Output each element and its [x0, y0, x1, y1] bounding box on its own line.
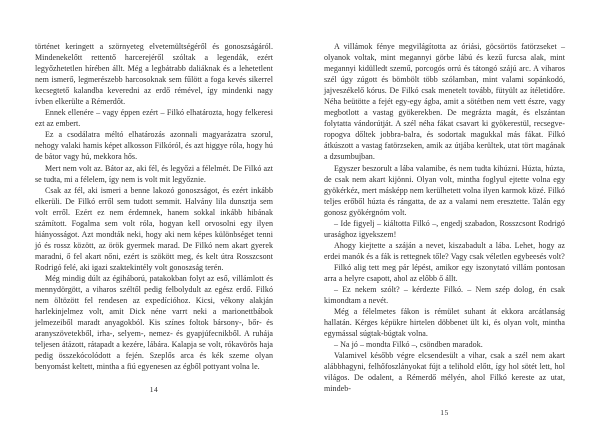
- paragraph: Filkó alig tett meg pár lépést, amikor egy iszonytató villám pontosan arra a helyre csapott, ahol az előbb ő állt.: [324, 262, 565, 283]
- paragraph: – Ide figyelj – kiáltotta Filkó –, engedj szabadon, Rosszcsont Rodrigó urasághoz igyekszem!: [324, 218, 565, 239]
- paragraph: Valamivel később végre elcsendesült a vihar, csak a szél nem akart alábbhagyni, felhőfoszlányokat fújt a telihold előtt, így hol sötét lett, hol világos. De odalent, a Rémerdő mélyén, ahol Filkó kereste az utat, mindeb-: [324, 351, 565, 394]
- page-number-right: 15: [440, 407, 449, 417]
- page-left-text: [35, 41, 273, 372]
- paragraph: történet keringett a szörnyeteg elvetemültségéről és gonoszságáról. Mindenekelőtt rettentő harcerejéről szóltak a legendák, ezért legyőzhetetlen hírében állt. Még a legbátrabb daliáknak és a lehetetlent nem ismerő, legmerészebb harcosoknak sem fűlött a foga kevés sikerrel kecsegtető kalandba keveredni az erdő rémével, így mindenki nagy ívben elkerülte a Rémerdőt.: [35, 42, 273, 107]
- paragraph: Egyszer beszorult a lába valamibe, és nem tudta kihúzni. Húzta, húzta, de csak nem akart kijönni. Olyan volt, mintha foglyul ejtette volna egy gyökérkéz, mert másképp nem kerülhetett volna ilyen karmok közé. Filkó teljes erőből húzta és rángatta, de az a valami nem eresztette. Talán egy gonosz gyökérgnóm volt.: [324, 163, 565, 217]
- paragraph: – Na jó – mondta Filkó –, csöndben maradok.: [334, 340, 483, 350]
- paragraph: Még a félelmetes fákon is rémület suhant át ekkora arcátlanság hallatán. Kérges képükre hirtelen döbbenet ült ki, és olyan volt, mintha egymással súgtak-búgtak volna.: [324, 307, 565, 339]
- paragraph: Mert nem volt az. Bátor az, aki fél, és legyőzi a félelmét. De Filkó azt se tudta, mi a félelem, így nem is volt mit legyőznie.: [35, 163, 273, 184]
- paragraph: Ez a csodálatra méltó elhatározás azonnali magyarázatra szorul, nehogy valaki hamis képet alkosson Filkóról, és azt higgye róla, hogy hú de bátor vagy hú, mekkora hős.: [35, 130, 273, 162]
- paragraph: – Ez nekem szólt? – kérdezte Filkó. – Nem szép dolog, én csak kimondtam a nevét.: [324, 285, 565, 306]
- paragraph: Még mindig dúlt az égiháború, patakokban folyt az eső, villámlott és mennydörgött, a viharos széltől pedig felbolydult az egész erdő. Filkó nem öltözött fel rendesen az expedícióhoz. Kicsi, vékony alakján harlekinjelmez volt, amit Dick néne varrt neki a marionettbábok jelmezeiből maradt anyagokból. Kis színes foltok bársony-, bőr- és aranyszövetekből, irha-, selyem-, nemez- és gyapjúfecnikből. A ruhája teljesen átázott, rátapadt a kezére, lábára. Kalapja se volt, rókavörös haja pedig összekócolódott a fején. Szeplős arca és kék szeme olyan benyomást keltett, mintha a fiú egyenesen az égből pottyant volna le.: [35, 273, 273, 372]
- paragraph: A villámok fénye megvilágította az óriási, göcsörtös fatörzseket – olyanok voltak, mint megannyi görbe lábú és kezű furcsa alak, mint megannyi kidülledt szemű, porcogós orrú és tátongó szájú arc. A viharos szél úgy zúgott és bömbölt több szólamban, mint valami sopánkodó, jajveszékelő kórus. De Filkó csak menetelt tovább, fütyült az ítéletidőre. Néha beütötte a fejét egy-egy ágba, amit a sötétben nem vett észre, vagy megbotlott a vastag gyökerekben. De megrázta magát, és elszántan folytatta vándorútját. A szél néha fákat csavart ki gyökerestül, recsegve-ropogva dőltek jobbra-balra, és sodortak magukkal más fákat. Filkó átkúszott a vastag fatörzseken, amik az útjába kerültek, utat tört magának a dzsumbujban.: [324, 42, 565, 162]
- page-number-left: 14: [149, 385, 159, 395]
- paragraph: Ennek ellenére – vagy éppen ezért – Filkó elhatározta, hogy felkeresi ezt az embert.: [35, 108, 273, 129]
- paragraph: Ahogy kiejtette a száján a nevet, kiszabadult a lába. Lehet, hogy az erdei manók és a fák is rettegnek tőle? Vagy csak véletlen egybeesés volt?: [324, 240, 565, 261]
- page-right-text: [324, 41, 565, 395]
- paragraph: Csak az fél, aki ismeri a benne lakozó gonoszságot, és ezért inkább elkerüli. De Filkó erről sem tudott semmit. Halvány lila dunsztja sem volt erről. Ezért ez nem érdemnek, hanem sokkal inkább hibának számított. Fogalma sem volt róla, hogyan kell orvosolni egy ilyen hiányosságot. Azt mondták neki, hogy aki nem képes különbséget tenni jó és rossz között, az örök gyermek marad. De Filkó nem akart gyerek maradni, ő fel akart nőni, ezért is szökött meg, és kelt útra Rosszcsont Rodrigó felé, aki igazi szaktekintély volt gonoszság terén.: [35, 185, 273, 272]
- page-right: [300, 0, 600, 427]
